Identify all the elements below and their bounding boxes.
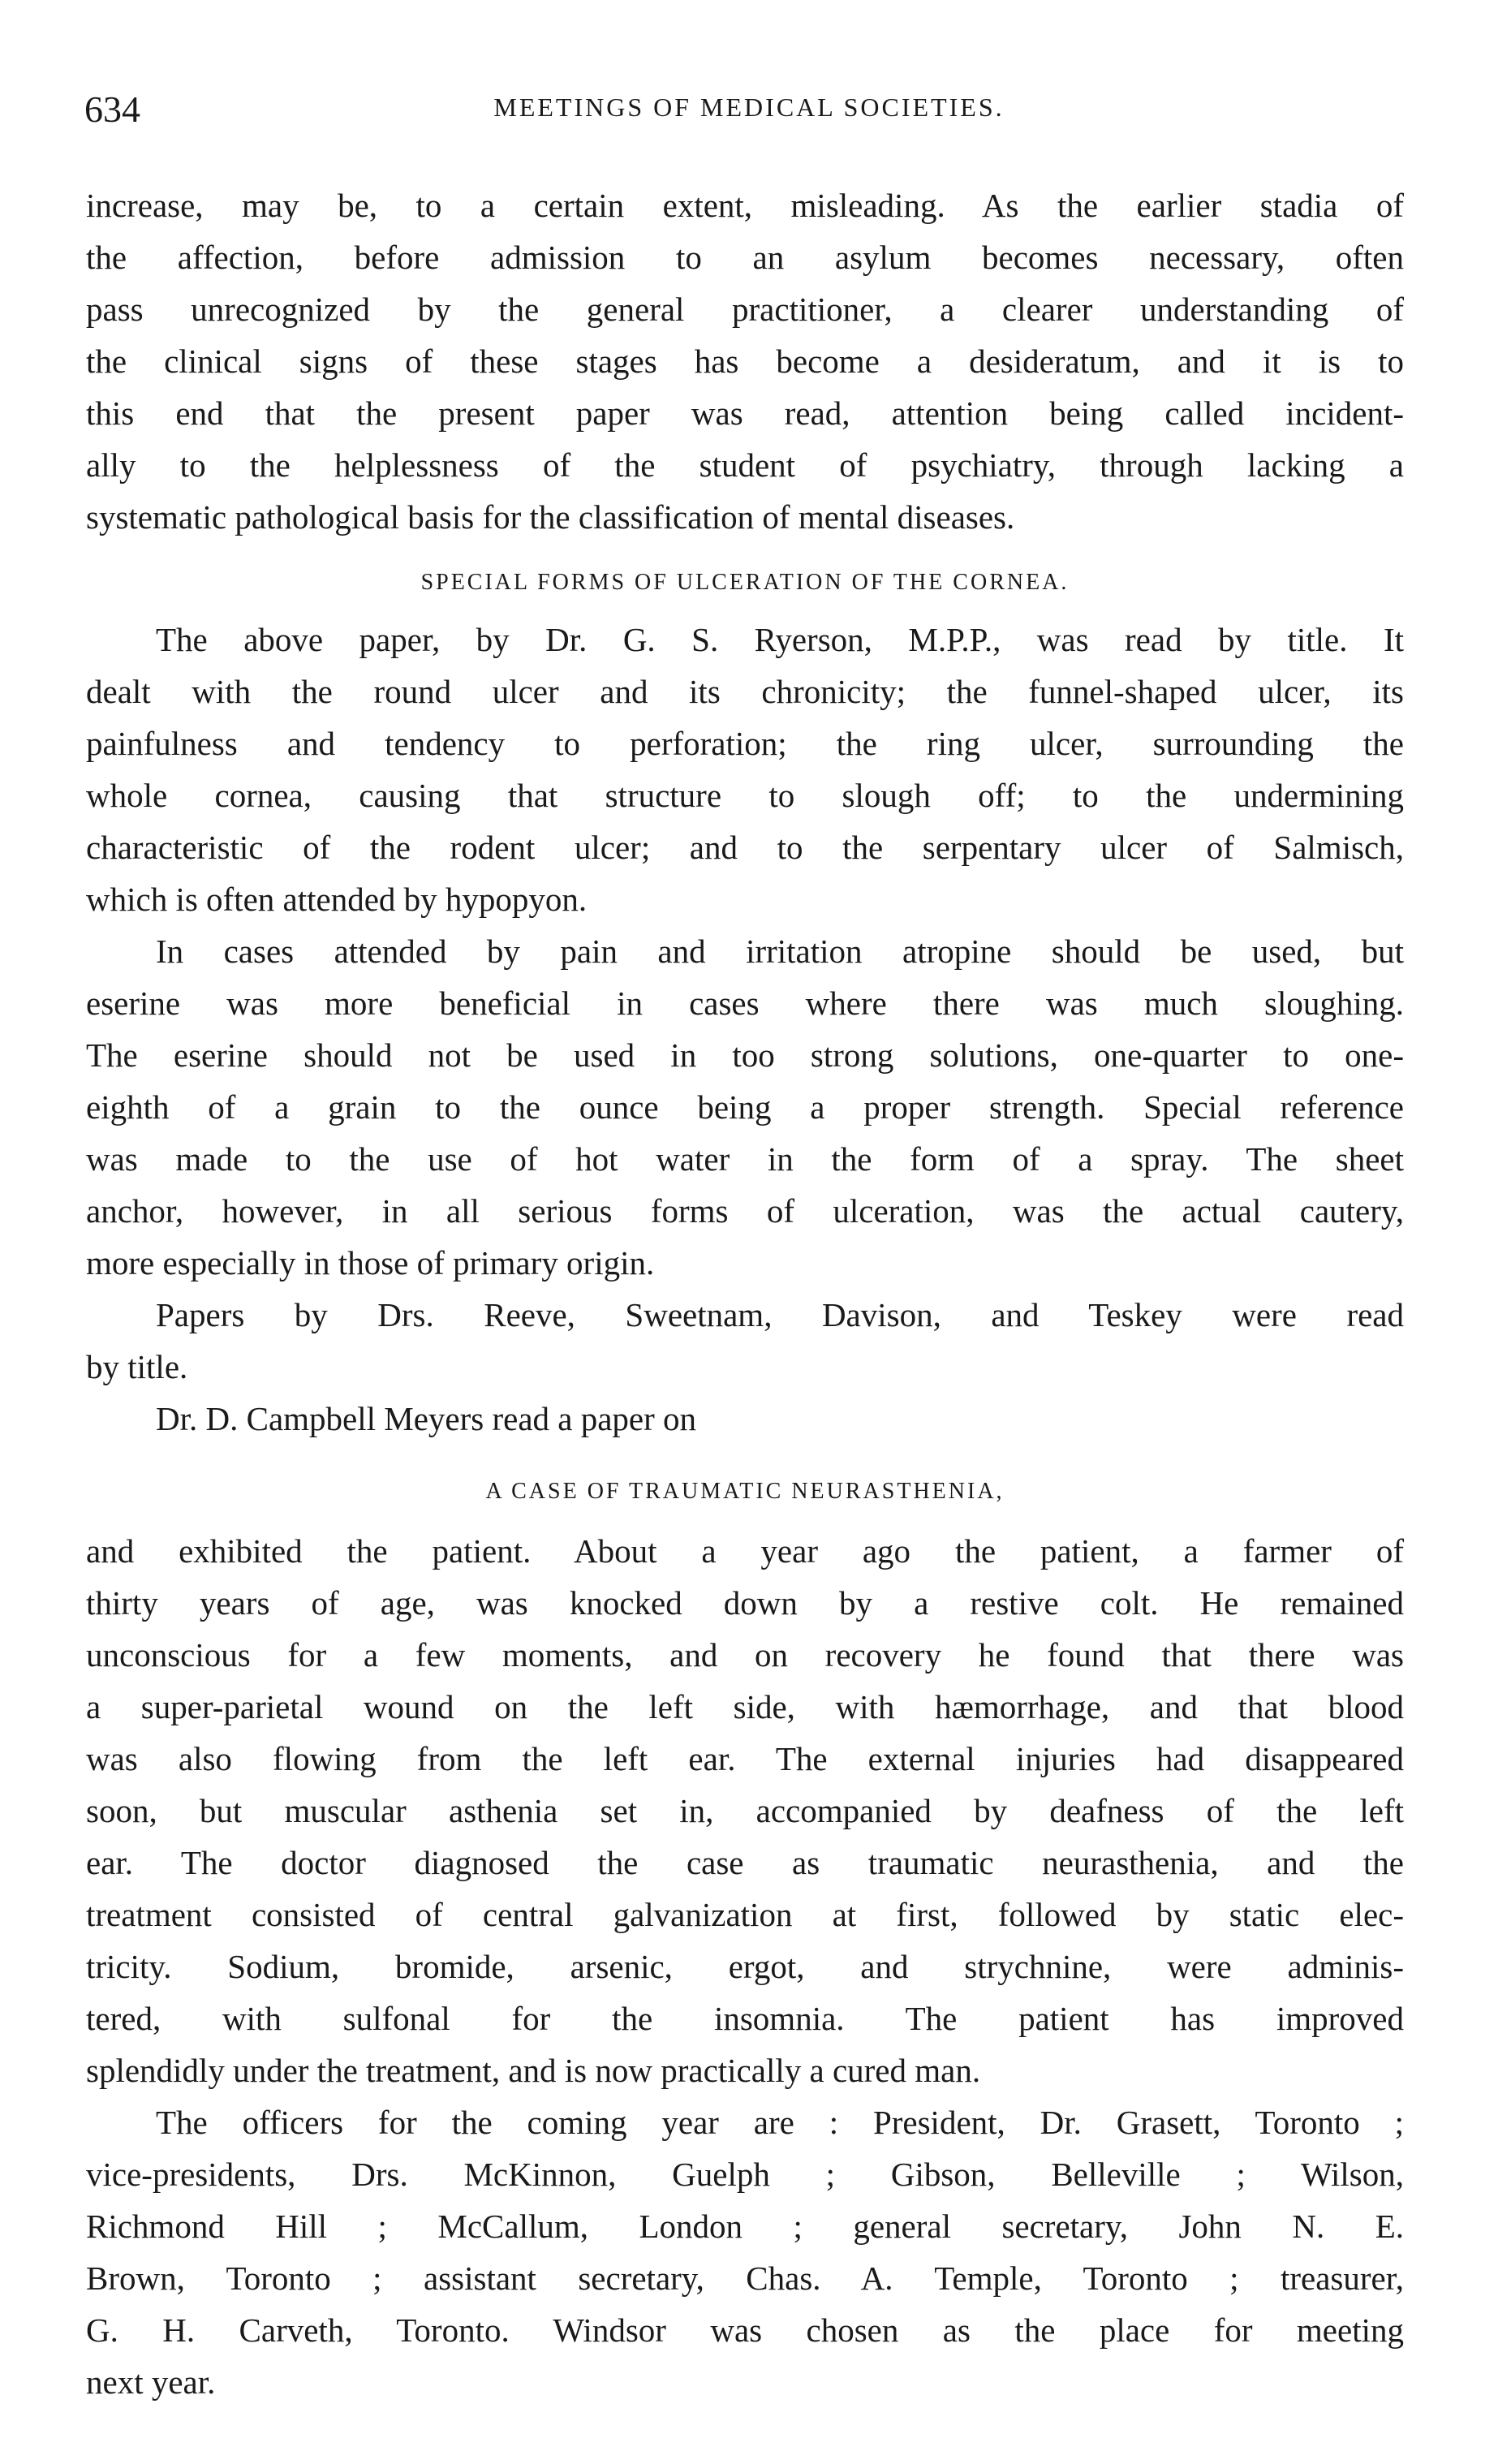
paragraph bbox=[86, 925, 1404, 1289]
text-line: thirty years of age, was knocked down by a restive colt. He remained bbox=[86, 1584, 1404, 1622]
paragraph bbox=[86, 1289, 1404, 1393]
text-line: Richmond Hill ; McCallum, London ; general secretary, John N. E. bbox=[86, 2208, 1404, 2245]
text-line: tered, with sulfonal for the insomnia. The patient has improved bbox=[86, 2000, 1404, 2037]
text-line: more especially in those of primary origin. bbox=[86, 1244, 655, 1282]
text-line: The officers for the coming year are : President, Dr. Grasett, Toronto ; bbox=[156, 2104, 1404, 2141]
text-line: Papers by Drs. Reeve, Sweetnam, Davison, and Teskey were read bbox=[156, 1296, 1404, 1333]
text-line: pass unrecognized by the general practitioner, a clearer understanding of bbox=[86, 291, 1404, 328]
text-line: eserine was more beneficial in cases where there was much sloughing. bbox=[86, 984, 1404, 1022]
text-line: ally to the helplessness of the student of psychiatry, through lacking a bbox=[86, 446, 1404, 484]
text-line: vice-presidents, Drs. McKinnon, Guelph ; Gibson, Belleville ; Wilson, bbox=[86, 2156, 1404, 2193]
page-body bbox=[86, 179, 1404, 2408]
text-line: Brown, Toronto ; assistant secretary, Chas. A. Temple, Toronto ; treasurer, bbox=[86, 2259, 1404, 2297]
text-line: was also flowing from the left ear. The external injuries had disappeared bbox=[86, 1740, 1404, 1777]
text-line: a super-parietal wound on the left side, with hæmorrhage, and that blood bbox=[86, 1688, 1404, 1725]
text-line: unconscious for a few moments, and on recovery he found that there was bbox=[86, 1636, 1404, 1674]
text-line: soon, but muscular asthenia set in, accompanied by deafness of the left bbox=[86, 1792, 1404, 1829]
text-line: characteristic of the rodent ulcer; and to the serpentary ulcer of Salmisch, bbox=[86, 829, 1404, 866]
page-number: 634 bbox=[84, 88, 140, 130]
text-line: treatment consisted of central galvanization at first, followed by static elec- bbox=[86, 1896, 1404, 1933]
text-line: dealt with the round ulcer and its chronicity; the funnel-shaped ulcer, its bbox=[86, 673, 1404, 710]
paragraph bbox=[86, 179, 1404, 543]
section-heading: A CASE OF TRAUMATIC NEURASTHENIA, bbox=[485, 1479, 1005, 1504]
text-line: was made to the use of hot water in the form of a spray. The sheet bbox=[86, 1140, 1404, 1178]
text-line: the affection, before admission to an asylum becomes necessary, often bbox=[86, 239, 1404, 276]
paragraph bbox=[86, 1393, 1404, 1445]
text-line: this end that the present paper was read, attention being called incident- bbox=[86, 394, 1404, 432]
text-line: In cases attended by pain and irritation atropine should be used, but bbox=[156, 933, 1404, 970]
text-line: The above paper, by Dr. G. S. Ryerson, M.P.P., was read by title. It bbox=[156, 621, 1404, 658]
text-line: The eserine should not be used in too strong solutions, one-quarter to one- bbox=[86, 1036, 1404, 1074]
text-line: painfulness and tendency to perforation; the ring ulcer, surrounding the bbox=[86, 725, 1404, 762]
text-line: ear. The doctor diagnosed the case as traumatic neurasthenia, and the bbox=[86, 1844, 1404, 1881]
text-line: next year. bbox=[86, 2363, 216, 2401]
text-line: whole cornea, causing that structure to slough off; to the undermining bbox=[86, 777, 1404, 814]
text-line: systematic pathological basis for the classification of mental diseases. bbox=[86, 498, 1015, 536]
text-line: the clinical signs of these stages has become a desideratum, and it is to bbox=[86, 342, 1404, 380]
text-line: Dr. D. Campbell Meyers read a paper on bbox=[156, 1400, 697, 1437]
text-line: eighth of a grain to the ounce being a proper strength. Special reference bbox=[86, 1088, 1404, 1126]
running-head: MEETINGS OF MEDICAL SOCIETIES. bbox=[493, 93, 1005, 122]
text-line: which is often attended by hypopyon. bbox=[86, 881, 588, 918]
section-heading: SPECIAL FORMS OF ULCERATION OF THE CORNEA. bbox=[420, 570, 1070, 595]
text-line: tricity. Sodium, bromide, arsenic, ergot, and strychnine, were adminis- bbox=[86, 1948, 1404, 1985]
text-line: G. H. Carveth, Toronto. Windsor was chosen as the place for meeting bbox=[86, 2311, 1404, 2349]
paragraph bbox=[86, 1525, 1404, 2096]
text-line: and exhibited the patient. About a year ago the patient, a farmer of bbox=[86, 1532, 1404, 1570]
text-line: increase, may be, to a certain extent, misleading. As the earlier stadia of bbox=[86, 187, 1404, 224]
paragraph bbox=[86, 2096, 1404, 2408]
text-line: anchor, however, in all serious forms of ulceration, was the actual cautery, bbox=[86, 1192, 1404, 1230]
text-line: splendidly under the treatment, and is now practically a cured man. bbox=[86, 2052, 981, 2089]
text-line: by title. bbox=[86, 1348, 188, 1385]
paragraph bbox=[86, 614, 1404, 925]
